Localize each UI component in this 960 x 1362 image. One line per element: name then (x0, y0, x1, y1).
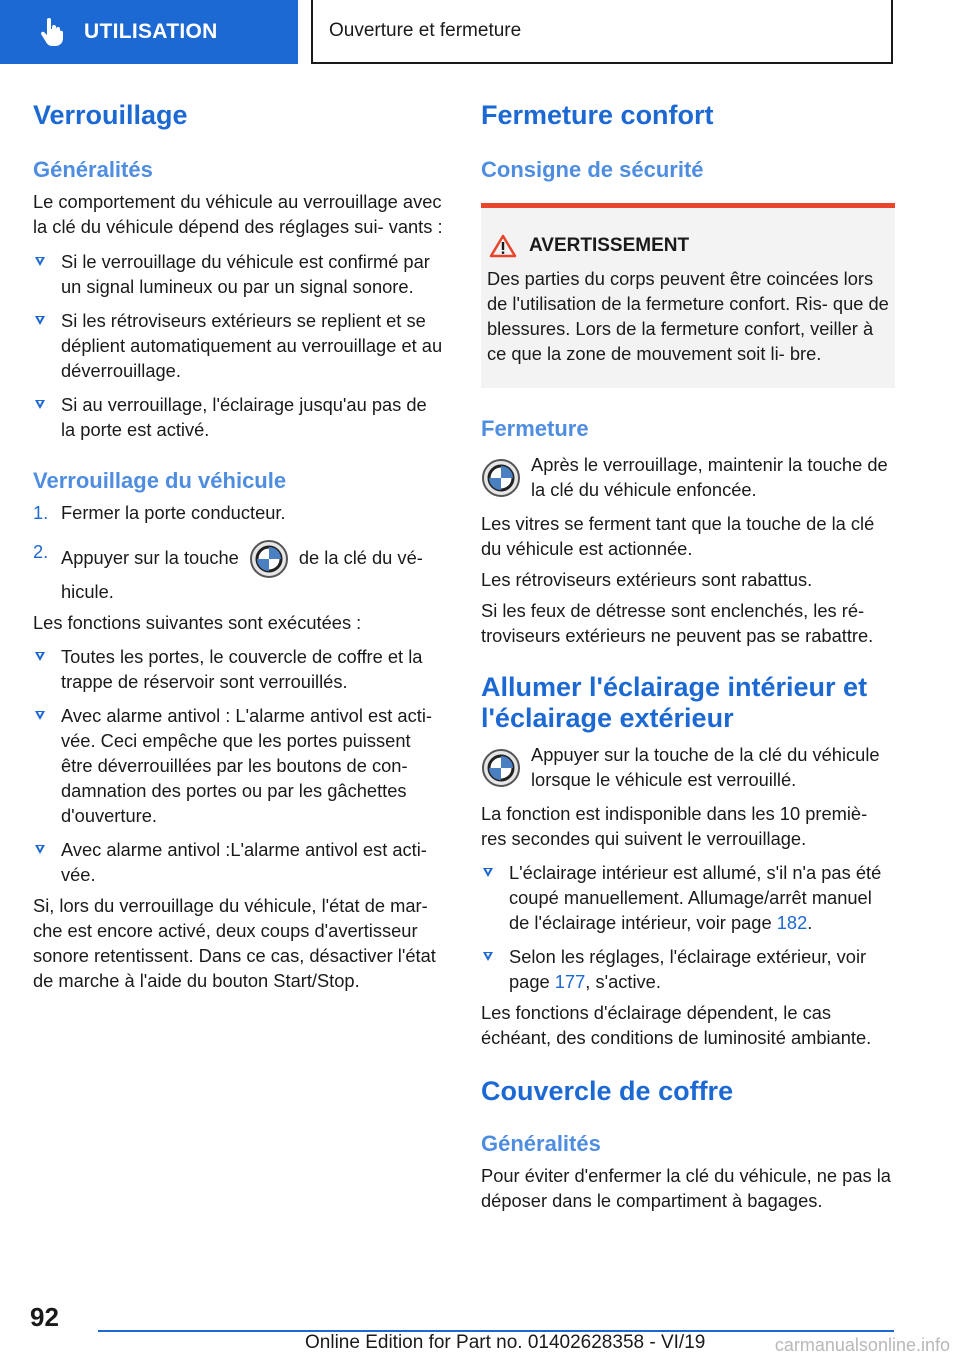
list-item: Si les rétroviseurs extérieurs se replient et se déplient automatiquement au verrouillage et au déverrouillage. (33, 308, 445, 383)
lighting-instruction (481, 742, 895, 792)
bmw-key-button-icon (481, 458, 521, 498)
page-header (0, 0, 960, 66)
warning-text: Des parties du corps peuvent être coincées lors de l'utilisation de la fermeture confort. Ris- que de blessures. Lors de la fermeture confort, veiller à ce que la zone de mouvement soit li- bre. (487, 268, 889, 364)
chapter-tab[interactable] (311, 0, 893, 64)
bullet-triangle-icon (483, 868, 493, 877)
warning-header (487, 234, 889, 258)
warning-triangle-icon (489, 234, 517, 258)
fermeture-heading: Fermeture (481, 416, 589, 441)
hand-pointer-icon (40, 18, 64, 46)
general-intro: Le comportement du véhicule au verrouillage avec la clé du véhicule dépend des réglages sui- vants : (33, 191, 443, 237)
bmw-key-button-icon (481, 748, 521, 788)
closing-icon-text: Après le verrouillage, maintenir la touche de la clé du véhicule enfoncée. (531, 454, 888, 500)
list-item: Avec alarme antivol :L'alarme antivol est acti- vée. (33, 837, 445, 887)
page-link-177[interactable]: 177 (554, 971, 586, 992)
lock-note: Si, lors du verrouillage du véhicule, l'état de mar- che est encore activé, deux coups d'avertisseur sonore retentissent. Dans ce cas, désactiver l'état de marche à l'aide du bouton Start/Stop. (33, 895, 436, 991)
page-link-182[interactable]: 182 (776, 912, 808, 933)
bullet-triangle-icon (35, 652, 45, 661)
page-number: 92 (30, 1302, 59, 1332)
warning-title: AVERTISSEMENT (529, 235, 690, 256)
functions-intro: Les fonctions suivantes sont exécutées : (33, 612, 362, 633)
lighting-note: Les fonctions d'éclairage dépendent, le cas échéant, des conditions de luminosité ambiante. (481, 1002, 872, 1048)
list-item: Selon les réglages, l'éclairage extérieur, voir page 177, s'active. (481, 944, 895, 994)
left-column (33, 100, 445, 993)
functions-bullet-list (33, 644, 445, 887)
bullet-triangle-icon (35, 711, 45, 720)
bullet-triangle-icon (483, 952, 493, 961)
coffre-generalites-heading: Généralités (481, 1131, 601, 1156)
fermeture-confort-title: Fermeture confort (481, 100, 714, 130)
list-item: Si au verrouillage, l'éclairage jusqu'au pas de la porte est activé. (33, 392, 445, 442)
list-item: Si le verrouillage du véhicule est confirmé par un signal lumineux ou par un signal sonore. (33, 249, 445, 299)
watermark: carmanualsonline.info (774, 1335, 950, 1355)
step-item: 2. Appuyer sur la touche de la clé du vé- hicule. (33, 541, 423, 602)
consigne-heading: Consigne de sécurité (481, 157, 704, 182)
eclairage-title: Allumer l'éclairage intérieur et l'éclairage extérieur (481, 672, 868, 733)
coffre-title: Couvercle de coffre (481, 1076, 734, 1106)
list-item: L'éclairage intérieur est allumé, s'il n'a pas été coupé manuellement. Allumage/arrêt manuel de l'éclairage intérieur, voir page 182. (481, 860, 895, 935)
right-column (481, 100, 895, 1213)
verrouillage-title: Verrouillage (33, 100, 188, 130)
closing-paragraph: Les vitres se ferment tant que la touche de la clé du véhicule est actionnée. (481, 513, 875, 559)
edition-text: Online Edition for Part no. 01402628358 - VI/19 (305, 1332, 706, 1353)
section-label: UTILISATION (84, 20, 218, 43)
lighting-paragraph: La fonction est indisponible dans les 10 premiè- res secondes qui suivent le verrouillage. (481, 803, 868, 849)
list-item: Toutes les portes, le couvercle de coffre et la trappe de réservoir sont verrouillés. (33, 644, 445, 694)
bullet-triangle-icon (35, 257, 45, 266)
closing-paragraph: Si les feux de détresse sont enclenchés, les ré- troviseurs extérieurs ne peuvent pas se rabattre. (481, 600, 874, 646)
coffre-text: Pour éviter d'enfermer la clé du véhicule, ne pas la déposer dans le compartiment à bagages. (481, 1165, 891, 1211)
chapter-label: Ouverture et fermeture (329, 20, 522, 41)
generalites-heading: Généralités (33, 157, 153, 182)
closing-paragraph: Les rétroviseurs extérieurs sont rabattus. (481, 569, 813, 590)
verrouillage-vehicule-heading: Verrouillage du véhicule (33, 468, 287, 493)
steps-list (33, 500, 445, 604)
lighting-icon-text: Appuyer sur la touche de la clé du véhicule lorsque le véhicule est verrouillé. (531, 744, 880, 790)
general-bullet-list (33, 249, 445, 442)
step-item: 1. Fermer la porte conducteur. (33, 502, 286, 523)
lighting-bullet-list (481, 860, 895, 994)
bullet-triangle-icon (35, 845, 45, 854)
bmw-key-button-icon (249, 539, 289, 579)
section-tab[interactable] (0, 0, 298, 64)
list-item: Avec alarme antivol : L'alarme antivol est acti- vée. Ceci empêche que les portes puissent être déverrouillées par les boutons de con- damnation des portes ou par les gâchettes d'ouverture. (33, 703, 445, 828)
bullet-triangle-icon (35, 400, 45, 409)
warning-box (481, 203, 895, 388)
closing-instruction (481, 452, 895, 502)
bullet-triangle-icon (35, 316, 45, 325)
